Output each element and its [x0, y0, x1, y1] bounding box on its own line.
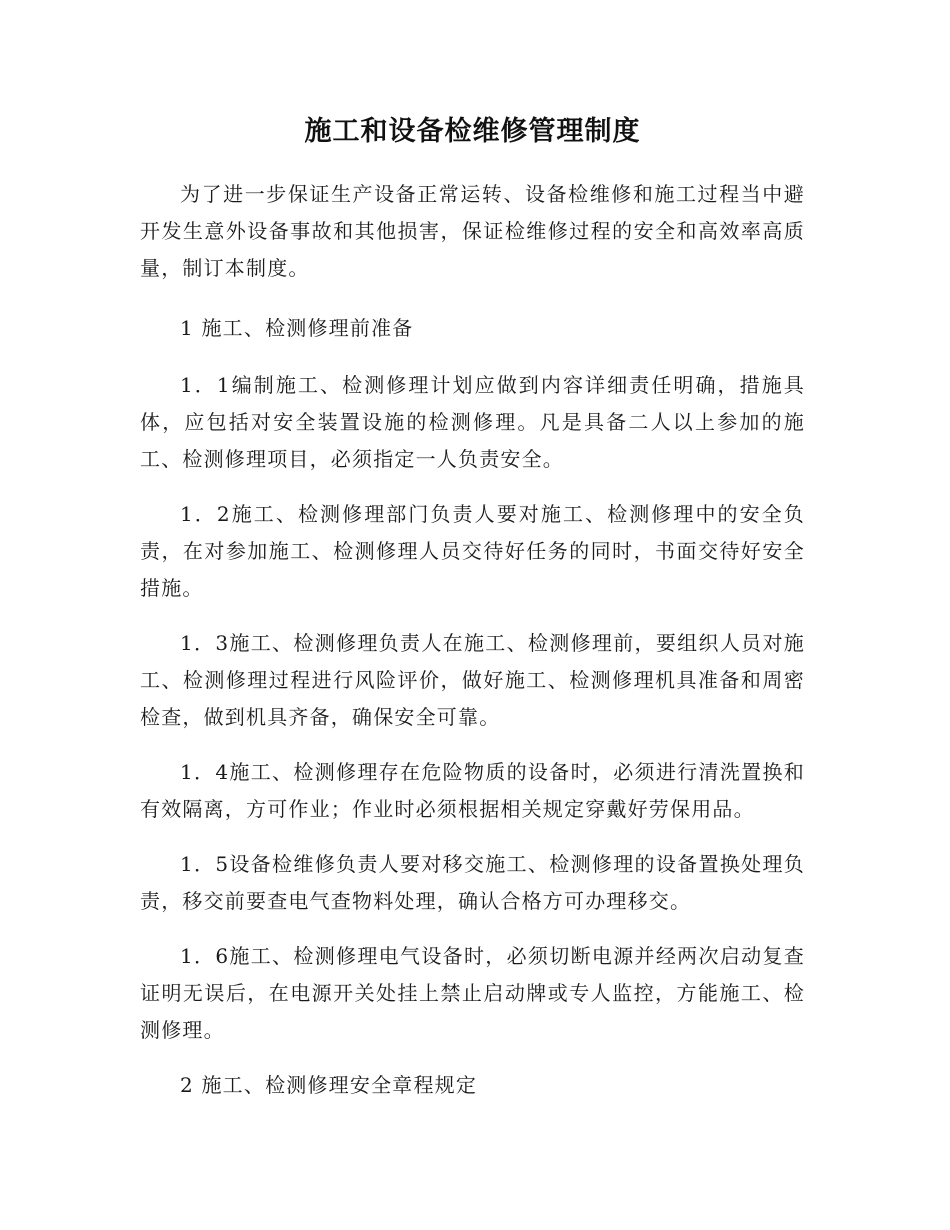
document-title: 施工和设备检维修管理制度: [304, 116, 641, 147]
section-1-item-2: 1．2施工、检测修理部门负责人要对施工、检测修理中的安全负责，在对参加施工、检测修理人员交待好任务的同时，书面交待好安全措施。: [140, 502, 805, 600]
section-1-item-5: 1．5设备检维修负责人要对移交施工、检测修理的设备置换处理负责，移交前要查电气查物料处理，确认合格方可办理移交。: [140, 852, 805, 913]
section-1-item-4: 1．4施工、检测修理存在危险物质的设备时，必须进行清洗置换和有效隔离，方可作业；作业时必须根据相关规定穿戴好劳保用品。: [140, 760, 805, 821]
document-page: [140, 112, 805, 1124]
intro-paragraph: 为了进一步保证生产设备正常运转、设备检维修和施工过程当中避开发生意外设备事故和其他损害，保证检维修过程的安全和高效率高质量，制订本制度。: [140, 182, 805, 280]
section-1-item-3: 1．3施工、检测修理负责人在施工、检测修理前，要组织人员对施工、检测修理过程进行风险评价，做好施工、检测修理机具准备和周密检查，做到机具齐备，确保安全可靠。: [140, 631, 805, 729]
section-1-item-1: 1．1编制施工、检测修理计划应做到内容详细责任明确，措施具体，应包括对安全装置设施的检测修理。凡是具备二人以上参加的施工、检测修理项目，必须指定一人负责安全。: [140, 373, 805, 471]
section-1-item-6: 1．6施工、检测修理电气设备时，必须切断电源并经两次启动复查证明无误后，在电源开关处挂上禁止启动牌或专人监控，方能施工、检测修理。: [140, 944, 805, 1042]
section-2-heading: 2 施工、检测修理安全章程规定: [180, 1073, 478, 1097]
section-1-heading: 1 施工、检测修理前准备: [180, 316, 414, 340]
